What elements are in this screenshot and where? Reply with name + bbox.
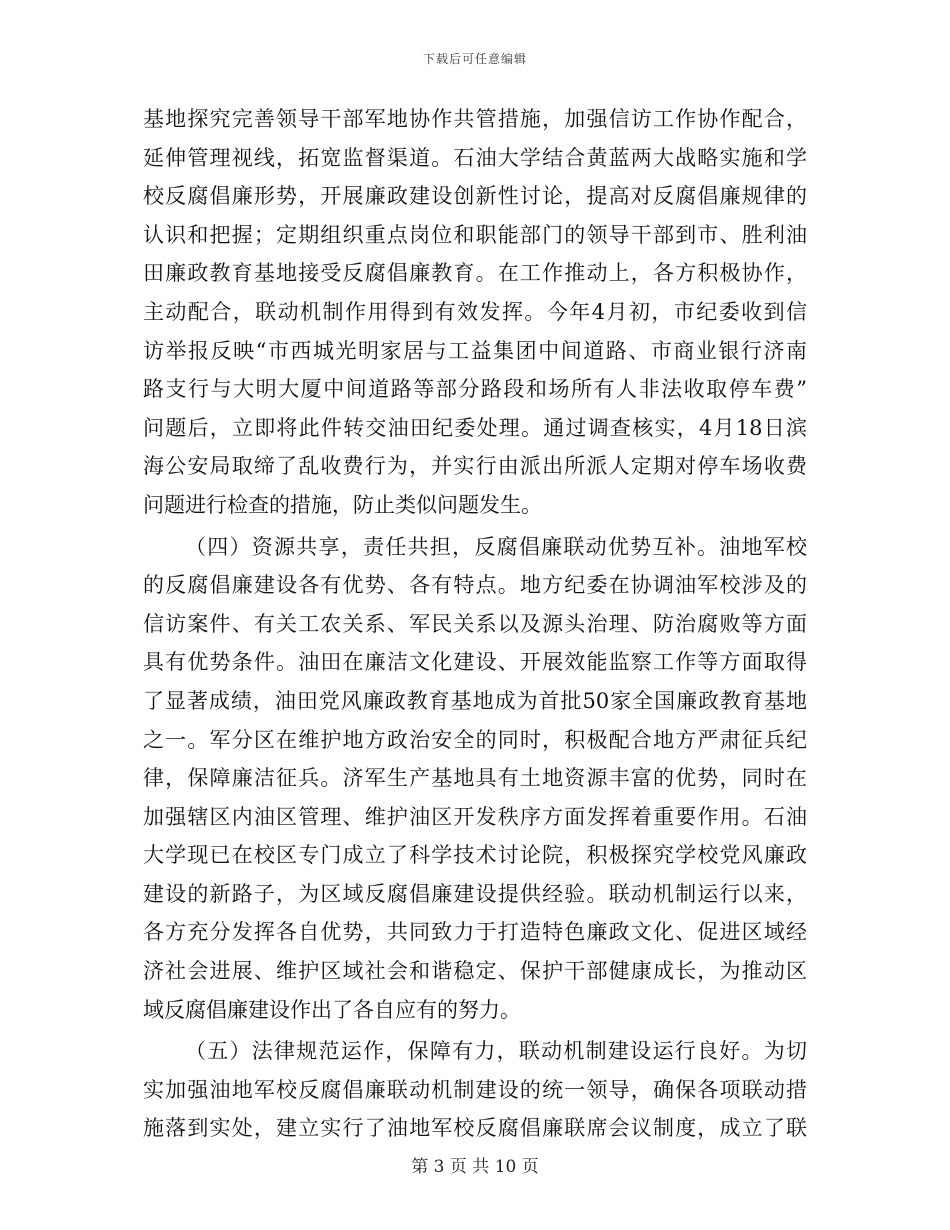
- paragraph: [143, 100, 807, 525]
- page-header-note: 下载后可任意编辑: [422, 52, 527, 66]
- text-line: 基地探究完善领导干部军地协作共管措施，加强信访工作协作配合，: [143, 107, 807, 131]
- text-line: 田廉政教育基地接受反腐倡廉教育。在工作推动上，各方积极协作，: [143, 261, 807, 286]
- paragraph: [143, 528, 807, 1030]
- text-line: 了显著成绩，油田党风廉政教育基地成为首批50家全国廉政教育基地: [143, 688, 807, 713]
- text-line: 问题后，立即将此件转交油田纪委处理。通过调查核实，4月18日滨: [143, 415, 807, 440]
- text-line: 具有优势条件。油田在廉洁文化建设、开展效能监察工作等方面取得: [143, 650, 807, 675]
- text-line: 校反腐倡廉形势，开展廉政建设创新性讨论，提高对反腐倡廉规律的: [143, 184, 807, 209]
- text-line: 问题进行检查的措施，防止类似问题发生。: [143, 492, 542, 517]
- text-line: 济社会进展、维护区域社会和谐稳定、保护干部健康成长，为推动区: [143, 959, 807, 984]
- text-line: 加强辖区内油区管理、维护油区开发秩序方面发挥着重要作用。石油: [143, 804, 807, 829]
- text-line: 实加强油地军校反腐倡廉联动机制建设的统一领导，确保各项联动措: [143, 1077, 807, 1102]
- page-number: 第 3 页 共 10 页: [411, 1157, 539, 1177]
- text-line: 信访案件、有关工农关系、军民关系以及源头治理、防治腐败等方面: [143, 611, 807, 636]
- text-line: 大学现已在校区专门成立了科学技术讨论院，积极探究学校党风廉政: [143, 843, 807, 868]
- text-line: 域反腐倡廉建设作出了各自应有的努力。: [143, 997, 521, 1022]
- text-line: 施落到实处，建立实行了油地军校反腐倡廉联席会议制度，成立了联: [143, 1116, 807, 1141]
- text-line: 延伸管理视线，拓宽监督渠道。石油大学结合黄蓝两大战略实施和学: [143, 145, 807, 170]
- document-body: [143, 100, 807, 1148]
- text-line: 认识和把握；定期组织重点岗位和职能部门的领导干部到市、胜利油: [143, 222, 807, 247]
- paragraph: [143, 1032, 807, 1148]
- text-line: 建设的新路子，为区域反腐倡廉建设提供经验。联动机制运行以来，: [143, 881, 807, 906]
- text-line: 之一。军分区在维护地方政治安全的同时，积极配合地方严肃征兵纪: [143, 727, 807, 752]
- text-line: 律，保障廉洁征兵。济军生产基地具有土地资源丰富的优势，同时在: [143, 766, 807, 791]
- text-line: 访举报反映“市西城光明家居与工益集团中间道路、市商业银行济南: [143, 338, 807, 363]
- text-line: 的反腐倡廉建设各有优势、各有特点。地方纪委在协调油军校涉及的: [143, 573, 807, 598]
- text-line: （四）资源共享，责任共担，反腐倡廉联动优势互补。油地军校: [185, 534, 807, 559]
- text-line: （五）法律规范运作，保障有力，联动机制建设运行良好。为切: [185, 1039, 807, 1064]
- text-line: 海公安局取缔了乱收费行为，并实行由派出所派人定期对停车场收费: [143, 454, 807, 479]
- text-line: 各方充分发挥各自优势，共同致力于打造特色廉政文化、促进区域经: [143, 920, 807, 945]
- text-line: 主动配合，联动机制作用得到有效发挥。今年4月初，市纪委收到信: [143, 299, 807, 324]
- text-line: 路支行与大明大厦中间道路等部分路段和场所有人非法收取停车费”: [143, 377, 807, 402]
